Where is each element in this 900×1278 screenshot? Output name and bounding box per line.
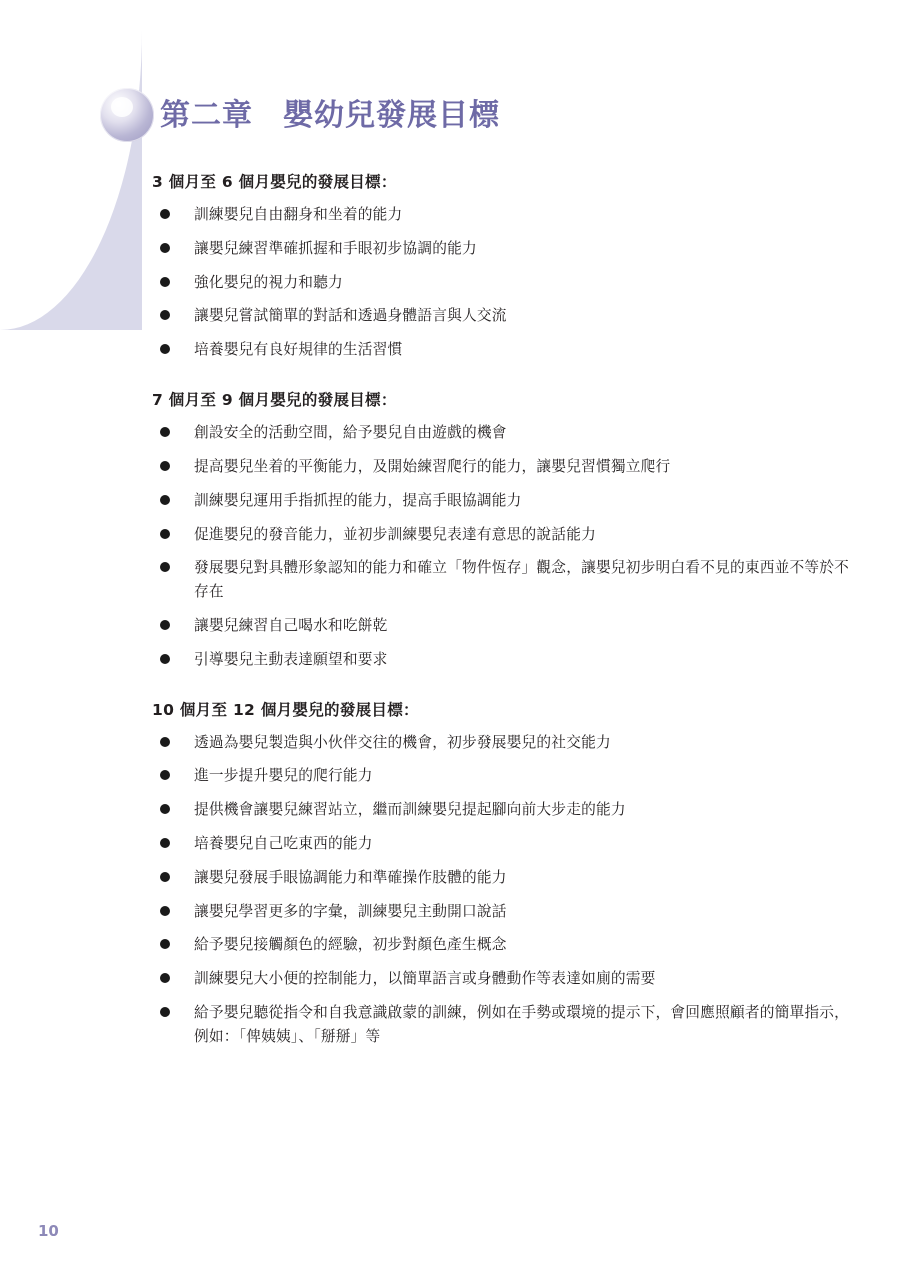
bullet-icon xyxy=(160,906,170,916)
chapter-number: 第二章 xyxy=(160,98,253,133)
section-list xyxy=(152,421,852,672)
page-title xyxy=(160,90,500,134)
bullet-icon xyxy=(160,277,170,287)
bullet-icon xyxy=(160,973,170,983)
list-item xyxy=(152,731,852,755)
chapter-title-text: 嬰幼兒發展目標 xyxy=(283,98,500,133)
list-item xyxy=(152,1001,852,1049)
content-body xyxy=(152,170,852,1075)
section-title: 10 個月至 12 個月嬰兒的發展目標： xyxy=(152,700,419,719)
list-item-text: 訓練嬰兒運用手指抓捏的能力，提高手眼協調能力 xyxy=(194,491,522,509)
list-item-text: 促進嬰兒的發音能力，並初步訓練嬰兒表達有意思的說話能力 xyxy=(194,525,596,543)
list-item xyxy=(152,203,852,227)
list-item-text: 引導嬰兒主動表達願望和要求 xyxy=(194,650,388,668)
list-item-text: 創設安全的活動空間，給予嬰兒自由遊戲的機會 xyxy=(194,424,507,442)
list-item xyxy=(152,421,852,445)
list-item xyxy=(152,338,852,362)
bullet-icon xyxy=(160,461,170,471)
list-item xyxy=(152,304,852,328)
bullet-icon xyxy=(160,939,170,949)
list-item-text: 培養嬰兒自己吃東西的能力 xyxy=(194,835,373,852)
list-item xyxy=(152,271,852,295)
bullet-icon xyxy=(160,310,170,320)
list-item-text: 提高嬰兒坐着的平衡能力，及開始練習爬行的能力，讓嬰兒習慣獨立爬行 xyxy=(194,457,671,475)
bullet-icon xyxy=(160,804,170,814)
list-item-text: 讓嬰兒發展手眼協調能力和準確操作肢體的能力 xyxy=(194,868,507,886)
list-item-text: 讓嬰兒練習自己喝水和吃餅乾 xyxy=(194,616,388,634)
list-item xyxy=(152,866,852,890)
section-list xyxy=(152,203,852,362)
bullet-icon xyxy=(160,562,170,572)
list-item-text: 給予嬰兒接觸顏色的經驗，初步對顏色產生概念 xyxy=(194,936,507,954)
list-item-text: 給予嬰兒聽從指令和自我意識啟蒙的訓練，例如在手勢或環境的提示下，會回應照顧者的簡單指示， 例如：「俾姨姨」、「掰掰」等 xyxy=(194,1004,850,1045)
list-item-text: 讓嬰兒嘗試簡單的對話和透過身體語言與人交流 xyxy=(194,307,507,325)
list-item-text: 訓練嬰兒自由翻身和坐着的能力 xyxy=(194,206,403,223)
bullet-icon xyxy=(160,209,170,219)
bullet-icon xyxy=(160,1007,170,1017)
bullet-icon xyxy=(160,620,170,630)
section-10-to-12-months xyxy=(152,698,852,1049)
section-title: 3 個月至 6 個月嬰兒的發展目標： xyxy=(152,173,397,191)
bullet-icon xyxy=(160,838,170,848)
section-list xyxy=(152,731,852,1049)
bullet-icon xyxy=(160,872,170,882)
list-item xyxy=(152,489,852,513)
chapter-header xyxy=(100,88,800,144)
list-item-text: 培養嬰兒有良好規律的生活習慣 xyxy=(194,341,403,359)
list-item xyxy=(152,764,852,788)
list-item xyxy=(152,523,852,547)
bullet-icon xyxy=(160,654,170,664)
list-item xyxy=(152,648,852,672)
list-item xyxy=(152,832,852,856)
list-item xyxy=(152,455,852,479)
list-item-text: 提供機會讓嬰兒練習站立，繼而訓練嬰兒提起腳向前大步走的能力 xyxy=(194,801,626,819)
bullet-icon xyxy=(160,344,170,354)
list-item xyxy=(152,900,852,924)
list-item xyxy=(152,556,852,604)
list-item-text: 透過為嬰兒製造與小伙伴交往的機會，初步發展嬰兒的社交能力 xyxy=(194,733,611,751)
list-item-text: 發展嬰兒對具體形象認知的能力和確立「物件恆存」觀念，讓嬰兒初步明白看不見的東西並不等於不存在 xyxy=(194,559,850,601)
page-number: 10 xyxy=(38,1222,59,1240)
section-title: 7 個月至 9 個月嬰兒的發展目標： xyxy=(152,391,397,410)
list-item-text: 讓嬰兒學習更多的字彙，訓練嬰兒主動開口說話 xyxy=(194,902,507,920)
list-item-text: 訓練嬰兒大小便的控制能力，以簡單語言或身體動作等表達如廁的需要 xyxy=(194,970,656,988)
list-item-text: 進一步提升嬰兒的爬行能力 xyxy=(194,767,373,785)
list-item-text: 讓嬰兒練習準確抓握和手眼初步協調的能力 xyxy=(194,239,477,257)
list-item xyxy=(152,614,852,638)
bullet-icon xyxy=(160,495,170,505)
bullet-icon xyxy=(160,427,170,437)
chapter-bullet-icon xyxy=(100,88,154,142)
list-item-text: 強化嬰兒的視力和聽力 xyxy=(194,273,343,291)
section-3-to-6-months xyxy=(152,170,852,362)
bullet-icon xyxy=(160,737,170,747)
list-item xyxy=(152,237,852,261)
bullet-icon xyxy=(160,770,170,780)
list-item xyxy=(152,798,852,822)
list-item xyxy=(152,933,852,957)
bullet-icon xyxy=(160,243,170,253)
bullet-icon xyxy=(160,529,170,539)
list-item xyxy=(152,967,852,991)
section-7-to-9-months xyxy=(152,388,852,672)
